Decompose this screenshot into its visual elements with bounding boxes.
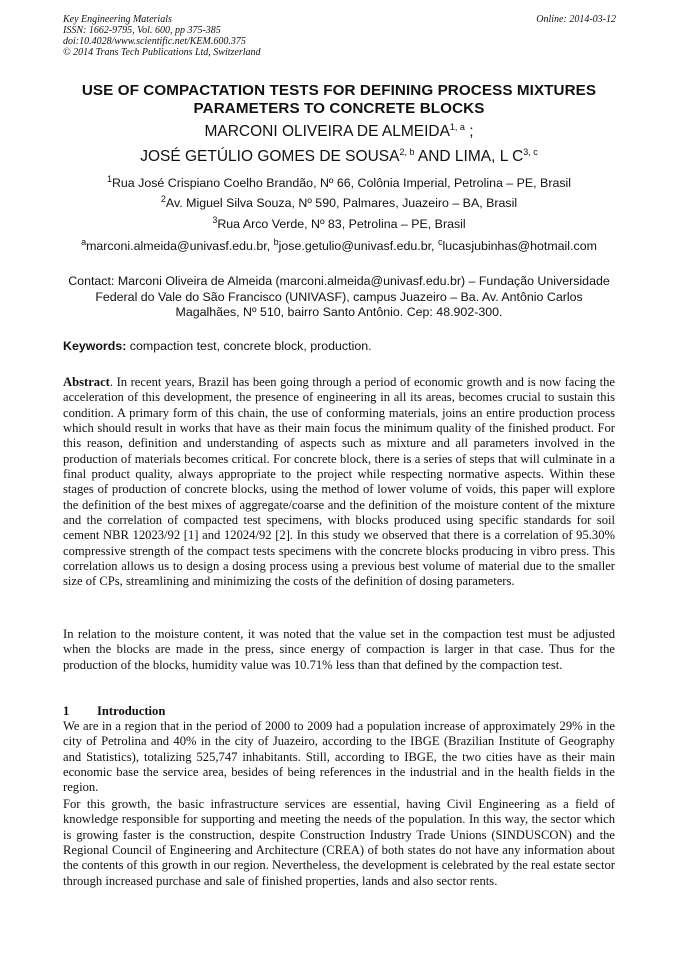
intro-paragraph-2: For this growth, the basic infrastructure services are essential, having Civil Engineering as a field of knowledge responsible for supporting and meeting the needs of the population. In this way, the sector which is growing faster is the construction, despite Construction Industry Trade Unions (SINDUSCON) and the Regional Council of Engineering and Architecture (CREA) of both states do not have any information about the contents of this growth in our region. Nevertheless, the development is celebrated by the real estate sector through increased purchase and sale of finished properties, lands and also sector rents. (63, 797, 615, 888)
author-2-name: JOSÉ GETÚLIO GOMES DE SOUSA (140, 148, 400, 165)
paper-title (60, 82, 618, 118)
email-b[interactable]: jose.getulio@univasf.edu.br, (278, 239, 438, 253)
keywords (63, 339, 372, 353)
author-separator: ; (464, 123, 474, 140)
affiliation-3-text: Rua Arco Verde, Nº 83, Petrolina – PE, Brasil (217, 217, 466, 231)
author-1-sup: 1, a (449, 121, 465, 132)
abstract-label: Abstract (63, 375, 110, 389)
affiliation-3-sup: 3 (212, 214, 218, 225)
author-3-name: AND LIMA, L C (414, 148, 524, 165)
online-date: Online: 2014-03-12 (536, 14, 616, 25)
keywords-text: compaction test, concrete block, production. (126, 339, 372, 353)
contact-line-1: Contact: Marconi Oliveira de Almeida (marconi.almeida@univasf.edu.br) – Fundação Universidade (68, 274, 610, 288)
issn: ISSN: 1662-9795, Vol. 600, pp 375-385 (63, 25, 221, 36)
email-a[interactable]: marconi.almeida@univasf.edu.br, (86, 239, 274, 253)
email-c-sup: c (437, 236, 443, 247)
keywords-label: Keywords: (63, 339, 127, 353)
affiliation-2-sup: 2 (160, 193, 166, 204)
section-title: Introduction (97, 704, 166, 718)
title-line-2: PARAMETERS TO CONCRETE BLOCKS (193, 100, 485, 117)
affiliation-2 (30, 193, 648, 210)
copyright: © 2014 Trans Tech Publications Ltd, Switzerland (63, 47, 261, 58)
email-a-sup: a (81, 236, 87, 247)
author-emails (30, 236, 648, 253)
affiliation-2-text: Av. Miguel Silva Souza, Nº 590, Palmares, Juazeiro – BA, Brasil (165, 196, 518, 210)
affiliation-1-text: Rua José Crispiano Coelho Brandão, Nº 66, Colônia Imperial, Petrolina – PE, Brasil (111, 176, 572, 190)
journal-name: Key Engineering Materials (63, 14, 172, 25)
section-heading-introduction (63, 704, 165, 719)
author-line-2 (40, 148, 638, 166)
contact-block (60, 274, 618, 321)
author-2-sup: 2, b (399, 146, 415, 157)
author-1-name: MARCONI OLIVEIRA DE ALMEIDA (204, 123, 450, 140)
affiliation-1-sup: 1 (106, 173, 112, 184)
email-c[interactable]: lucasjubinhas@hotmail.com (442, 239, 597, 253)
contact-line-2: Federal do Vale do São Francisco (UNIVASF), campus Juazeiro – Ba. Av. Antônio Carlos (95, 289, 583, 304)
journal-header (63, 14, 261, 58)
affiliation-3 (30, 214, 648, 231)
title-line-1: USE OF COMPACTATION TESTS FOR DEFINING PROCESS MIXTURES (81, 82, 597, 99)
author-line-1 (40, 123, 638, 141)
author-3-sup: 3, c (523, 146, 538, 157)
abstract-paragraph-1 (63, 375, 615, 590)
email-b-sup: b (273, 236, 279, 247)
affiliation-1 (30, 173, 648, 190)
abstract-text-1: . In recent years, Brazil has been going through a period of economic growth and is now facing the acceleration of this development, the presence of engineering in all its areas, becomes crucial to sustain this condition. A primary form of this chain, the use of conforming materials, joins an entire production process which should result in works that have as their main focus the minimum quality of the finished product. For this reason, definition and understanding of aspects such as mixture and all parameters involved in the production of materials becomes critical. For concrete block, there is a series of steps that will culminate in a final product quality, always appropriate to the project while respecting normative aspects. Within these stages of production of concrete blocks, using the method of lower volume of voids, this paper will explore the definition of the best mixes of aggregate/coarse and the definition of the moisture content of the mixture and the correlation of compacted test specimens, with blocks produced using specific standards for soil cement NBR 12023/92 [1] and 12024/92 [2]. In this study we observed that there is a correlation of 95.30% compressive strength of the compact tests specimens with the concrete blocks producing in vibro press. This correlation allows us to design a dosing process using a previous best volume of material due to the smaller size of CPs, streamlining and minimizing the costs of the definition of dosing parameters. (63, 375, 615, 589)
section-number: 1 (63, 704, 70, 718)
doi: doi:10.4028/www.scientific.net/KEM.600.375 (63, 36, 246, 47)
contact-line-3: Magalhães, Nº 510, bairro Santo Antônio. Cep: 48.902-300. (175, 305, 503, 319)
abstract-paragraph-2: In relation to the moisture content, it was noted that the value set in the compaction test must be adjusted when the blocks are made in the press, since energy of compaction is larger in that case. Thus for the production of the blocks, humidity value was 10.71% less than that defined by the compaction test. (63, 627, 615, 672)
intro-paragraph-1: We are in a region that in the period of 2000 to 2009 had a population increase of approximately 29% in the city of Petrolina and 40% in the city of Juazeiro, according to the IBGE (Brazilian Institute of Geography and Statistics), totalizing 525,747 inhabitants. Still, according to IBGE, the two cities have as their main economic base the service area, besides of being references in the industrial and in the health fields in the region. (63, 719, 615, 795)
